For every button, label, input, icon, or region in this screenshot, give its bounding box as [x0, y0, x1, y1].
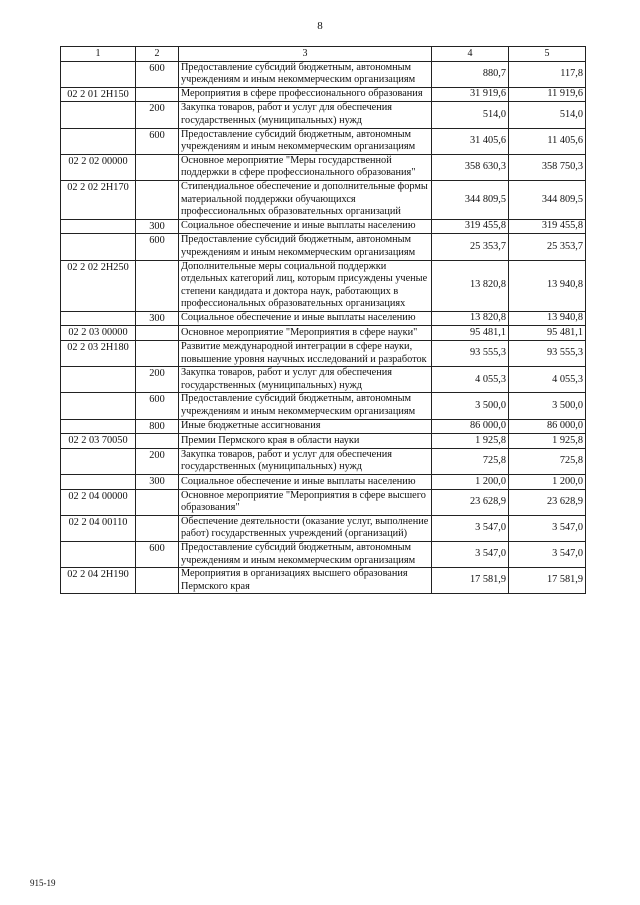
row-name: Обеспечение деятельности (оказание услуг, выполнение работ) государственных учреждений (организаций) — [179, 515, 432, 541]
row-expense-type: 200 — [136, 102, 179, 128]
row-code: 02 2 02 2Н170 — [61, 180, 136, 219]
row-name: Предоставление субсидий бюджетным, автономным учреждениям и иным некоммерческим организациям — [179, 234, 432, 260]
row-name: Социальное обеспечение и иные выплаты населению — [179, 311, 432, 326]
row-name: Основное мероприятие "Мероприятия в сфере науки" — [179, 326, 432, 341]
row-value-col5: 3 547,0 — [509, 515, 586, 541]
row-value-col4: 31 405,6 — [432, 128, 509, 154]
row-name: Развитие международной интеграции в сфере науки, повышение уровня научных исследований и разработок — [179, 341, 432, 367]
row-code — [61, 219, 136, 234]
row-value-col5: 1 200,0 — [509, 475, 586, 490]
row-value-col4: 3 500,0 — [432, 393, 509, 419]
row-code — [61, 128, 136, 154]
row-value-col5: 358 750,3 — [509, 154, 586, 180]
row-name: Предоставление субсидий бюджетным, автономным учреждениям и иным некоммерческим организациям — [179, 61, 432, 87]
row-name: Основное мероприятие "Меры государственной поддержки в сфере профессионального образования" — [179, 154, 432, 180]
row-code: 02 2 01 2Н150 — [61, 87, 136, 102]
row-expense-type — [136, 180, 179, 219]
row-expense-type — [136, 515, 179, 541]
row-value-col4: 880,7 — [432, 61, 509, 87]
header-col-5: 5 — [509, 47, 586, 62]
table-row — [61, 234, 586, 260]
row-expense-type: 300 — [136, 219, 179, 234]
table-row — [61, 311, 586, 326]
row-value-col5: 13 940,8 — [509, 311, 586, 326]
row-expense-type: 600 — [136, 128, 179, 154]
row-code — [61, 419, 136, 434]
row-value-col4: 3 547,0 — [432, 541, 509, 567]
row-value-col5: 11 405,6 — [509, 128, 586, 154]
row-code — [61, 61, 136, 87]
row-name: Премии Пермского края в области науки — [179, 434, 432, 449]
footer-document-code: 915-19 — [30, 878, 56, 888]
table-row — [61, 326, 586, 341]
row-expense-type — [136, 154, 179, 180]
row-name: Закупка товаров, работ и услуг для обеспечения государственных (муниципальных) нужд — [179, 102, 432, 128]
row-value-col4: 86 000,0 — [432, 419, 509, 434]
budget-table-body — [61, 47, 586, 594]
row-value-col5: 3 547,0 — [509, 541, 586, 567]
row-name: Социальное обеспечение и иные выплаты населению — [179, 219, 432, 234]
budget-table — [60, 46, 586, 594]
row-value-col4: 319 455,8 — [432, 219, 509, 234]
row-value-col4: 95 481,1 — [432, 326, 509, 341]
row-expense-type: 300 — [136, 475, 179, 490]
table-row — [61, 180, 586, 219]
table-row — [61, 489, 586, 515]
row-name: Социальное обеспечение и иные выплаты населению — [179, 475, 432, 490]
row-expense-type: 800 — [136, 419, 179, 434]
row-code — [61, 311, 136, 326]
row-expense-type — [136, 341, 179, 367]
row-name: Мероприятия в организациях высшего образования Пермского края — [179, 568, 432, 594]
row-code: 02 2 02 00000 — [61, 154, 136, 180]
row-expense-type: 600 — [136, 61, 179, 87]
table-row — [61, 515, 586, 541]
table-row — [61, 475, 586, 490]
table-row — [61, 341, 586, 367]
row-value-col4: 93 555,3 — [432, 341, 509, 367]
row-value-col4: 3 547,0 — [432, 515, 509, 541]
header-col-2: 2 — [136, 47, 179, 62]
row-value-col5: 86 000,0 — [509, 419, 586, 434]
row-expense-type — [136, 260, 179, 311]
row-expense-type: 600 — [136, 234, 179, 260]
row-code: 02 2 03 2Н180 — [61, 341, 136, 367]
row-code: 02 2 02 2Н250 — [61, 260, 136, 311]
row-code: 02 2 04 00110 — [61, 515, 136, 541]
row-expense-type: 200 — [136, 367, 179, 393]
row-code — [61, 393, 136, 419]
row-value-col5: 93 555,3 — [509, 341, 586, 367]
row-value-col5: 11 919,6 — [509, 87, 586, 102]
row-value-col4: 344 809,5 — [432, 180, 509, 219]
header-col-1: 1 — [61, 47, 136, 62]
row-code — [61, 234, 136, 260]
row-value-col4: 4 055,3 — [432, 367, 509, 393]
row-code: 02 2 03 00000 — [61, 326, 136, 341]
row-value-col4: 13 820,8 — [432, 260, 509, 311]
header-col-3: 3 — [179, 47, 432, 62]
row-expense-type: 300 — [136, 311, 179, 326]
row-expense-type — [136, 87, 179, 102]
table-row — [61, 61, 586, 87]
table-row — [61, 434, 586, 449]
row-value-col5: 17 581,9 — [509, 568, 586, 594]
row-name: Закупка товаров, работ и услуг для обеспечения государственных (муниципальных) нужд — [179, 367, 432, 393]
row-value-col5: 117,8 — [509, 61, 586, 87]
row-code: 02 2 04 2Н190 — [61, 568, 136, 594]
row-value-col4: 13 820,8 — [432, 311, 509, 326]
row-code — [61, 102, 136, 128]
table-row — [61, 154, 586, 180]
row-name: Закупка товаров, работ и услуг для обеспечения государственных (муниципальных) нужд — [179, 448, 432, 474]
row-value-col5: 23 628,9 — [509, 489, 586, 515]
row-expense-type — [136, 326, 179, 341]
row-name: Предоставление субсидий бюджетным, автономным учреждениям и иным некоммерческим организациям — [179, 541, 432, 567]
row-name: Мероприятия в сфере профессионального образования — [179, 87, 432, 102]
row-expense-type: 600 — [136, 541, 179, 567]
row-expense-type: 600 — [136, 393, 179, 419]
row-value-col4: 17 581,9 — [432, 568, 509, 594]
row-value-col4: 25 353,7 — [432, 234, 509, 260]
table-header-row — [61, 47, 586, 62]
table-row — [61, 128, 586, 154]
row-name: Стипендиальное обеспечение и дополнительные формы материальной поддержки обучающихся профессиональных образовательных организаций — [179, 180, 432, 219]
table-row — [61, 260, 586, 311]
row-code — [61, 541, 136, 567]
row-name: Дополнительные меры социальной поддержки отдельных категорий лиц, которым присуждены ученые степени кандидата и доктора наук, работающих в профессиональных образовательных организациях — [179, 260, 432, 311]
row-expense-type — [136, 568, 179, 594]
row-value-col5: 95 481,1 — [509, 326, 586, 341]
row-code: 02 2 04 00000 — [61, 489, 136, 515]
row-value-col4: 1 200,0 — [432, 475, 509, 490]
row-code — [61, 448, 136, 474]
row-value-col4: 1 925,8 — [432, 434, 509, 449]
table-row — [61, 393, 586, 419]
page-number: 8 — [317, 20, 323, 32]
row-value-col5: 3 500,0 — [509, 393, 586, 419]
row-code — [61, 367, 136, 393]
row-value-col5: 25 353,7 — [509, 234, 586, 260]
row-name: Предоставление субсидий бюджетным, автономным учреждениям и иным некоммерческим организациям — [179, 393, 432, 419]
row-name: Основное мероприятие "Мероприятия в сфере высшего образования" — [179, 489, 432, 515]
table-row — [61, 219, 586, 234]
row-expense-type — [136, 489, 179, 515]
row-name: Иные бюджетные ассигнования — [179, 419, 432, 434]
table-row — [61, 367, 586, 393]
table-row — [61, 87, 586, 102]
row-value-col4: 514,0 — [432, 102, 509, 128]
row-expense-type — [136, 434, 179, 449]
row-value-col5: 319 455,8 — [509, 219, 586, 234]
row-value-col4: 23 628,9 — [432, 489, 509, 515]
row-value-col4: 31 919,6 — [432, 87, 509, 102]
row-value-col4: 358 630,3 — [432, 154, 509, 180]
table-row — [61, 541, 586, 567]
row-value-col5: 725,8 — [509, 448, 586, 474]
row-name: Предоставление субсидий бюджетным, автономным учреждениям и иным некоммерческим организациям — [179, 128, 432, 154]
table-row — [61, 102, 586, 128]
table-row — [61, 448, 586, 474]
row-value-col5: 1 925,8 — [509, 434, 586, 449]
row-value-col5: 13 940,8 — [509, 260, 586, 311]
table-row — [61, 568, 586, 594]
row-code — [61, 475, 136, 490]
row-code: 02 2 03 70050 — [61, 434, 136, 449]
table-row — [61, 419, 586, 434]
row-value-col4: 725,8 — [432, 448, 509, 474]
row-value-col5: 344 809,5 — [509, 180, 586, 219]
row-expense-type: 200 — [136, 448, 179, 474]
row-value-col5: 4 055,3 — [509, 367, 586, 393]
header-col-4: 4 — [432, 47, 509, 62]
row-value-col5: 514,0 — [509, 102, 586, 128]
